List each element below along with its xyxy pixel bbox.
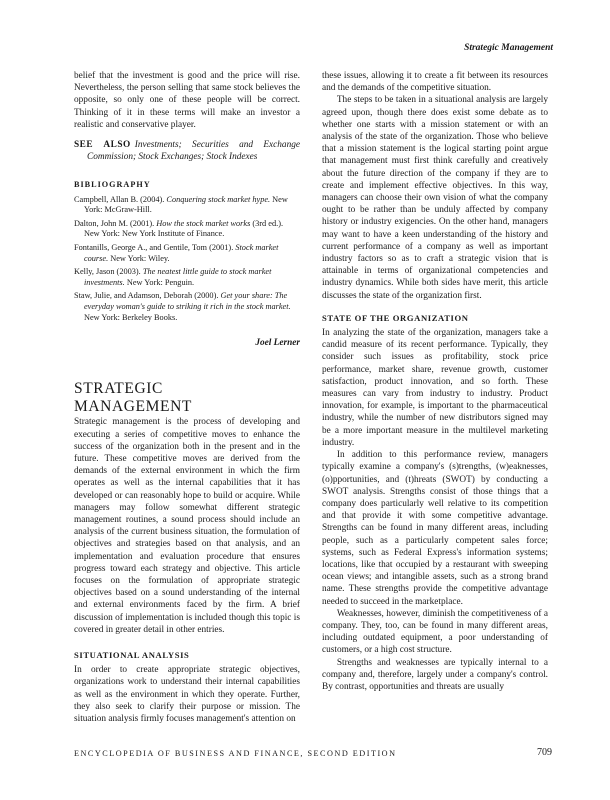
see-also-items: Investments; Securities and Exchange Commission; Stock Exchanges; Stock Indexes <box>87 140 301 163</box>
bibliography-entry: Kelly, Jason (2003). The neatest little guide to stock market investments. New York: Penguin. <box>74 267 272 287</box>
bibliography-entry: Staw, Julie, and Adamson, Deborah (2000). Get your share: The everyday woman's guide to striking it rich in the stock market. New York: Berkeley Books. <box>74 291 291 322</box>
page-number: 709 <box>537 747 552 758</box>
paragraph: these issues, allowing it to create a fit between its resources and the demands of the competitive situation. <box>322 71 548 94</box>
footer-publication: ENCYCLOPEDIA OF BUSINESS AND FINANCE, SECOND EDITION <box>74 749 397 758</box>
section-heading-situational: SITUATIONAL ANALYSIS <box>74 650 190 661</box>
continued-paragraph: belief that the investment is good and the price will rise. Nevertheless, the person selling that same stock believes the opposite, so only one of these people will be correct. Thinking of it in these terms will make an investor a realistic and conservative player. <box>74 71 300 130</box>
bibliography-entry: Dalton, John M. (2001). How the stock market works (3rd ed.). New York: New York Institute of Finance. <box>74 218 284 239</box>
paragraph: The steps to be taken in a situational analysis are largely agreed upon, though there does exist some debate as to whether one starts with a mission statement or with an analysis of the state of the organization. Those who believe that a mission statement is the logical starting point argue that management must first think carefully and creatively about the future direction of the company if they are to create and implement effective objectives. In this way, managers can choose their own vision of what the company ought to be rather than be unduly affected by company history or industry exigencies. On the other hand, managers may want to have a keen understanding of the history and current performance of a company as well as important industry factors so as to craft a strategic vision that is attainable in terms of organizational competencies and industry dynamics. While both sides have merit, this article discusses the state of the organization first. <box>322 95 548 301</box>
see-also-label: SEE ALSO <box>74 140 131 151</box>
section-heading-state: STATE OF THE ORGANIZATION <box>322 312 469 323</box>
paragraph: In analyzing the state of the organization, managers take a candid measure of its recent performance. Typically, they consider such issues as profitability, stock price performance, market share, revenue growth, customer satisfaction, product innovation, and so forth. These measures can vary from industry to industry. Product innovation, for example, is important to the pharmaceutical industry, while the number of new distributors signed may be a more important measure in the multilevel marketing industry. <box>322 328 548 448</box>
paragraph: Weaknesses, however, diminish the competitiveness of a company. They, too, can be found in many different areas, including outdated equipment, a poor understanding of customers, or a high cost structure. <box>322 608 548 656</box>
see-also <box>74 139 300 163</box>
bibliography-heading: BIBLIOGRAPHY <box>74 180 151 190</box>
right-column <box>322 70 548 693</box>
situational-paragraph: In order to create appropriate strategic objectives, organizations work to understand their internal capabilities as well as the environment in which they operate. Further, they also seek to clarify their purpose or mission. The situation analysis firmly focuses management's attention on <box>74 665 300 725</box>
running-header: Strategic Management <box>464 43 553 53</box>
article-title-line: MANAGEMENT <box>74 398 192 416</box>
bibliography-entry: Campbell, Allan B. (2004). Conquering stock market hype. New York: McGraw-Hill. <box>74 194 288 215</box>
intro-paragraph: Strategic management is the process of developing and executing a series of competitive moves to enhance the success of the organization both in the present and in the future. These competitive moves are derived from the demands of the external environment in which the firm operates as well as the internal capabilities that it has developed or can reasonably hope to build or acquire. While managers may follow somewhat different strategic management routines, a sound process should include an analysis of the current business situation, the formulation of objectives and strategies based on that analysis, and an implementation and evaluation procedure that ensures progress toward each strategy and objective. This article focuses on the formulation of appropriate strategic objectives based on a sound understanding of the internal and external environments faced by the firm. A brief discussion of implementation is included though this topic is covered in greater detail in other entries. <box>74 417 300 635</box>
paragraph: In addition to this performance review, managers typically examine a company's (s)trengths, (w)eaknesses, (o)pportunities, and (t)hreats (SWOT) by conducting a SWOT analysis. Strengths consist of those things that a company does particularly well relative to its competition and that provide it with some competitive advantage. Strengths can be found in many different areas, including people, such as a particularly competent sales force; systems, such as Federal Express's information systems; locations, like that occupied by a restaurant with sweeping ocean views; and intangible assets, such as a strong brand name. These strengths provide the competitive advantage needed to succeed in the marketplace. <box>322 450 548 607</box>
article-title-line: STRATEGIC <box>74 380 163 398</box>
bibliography-list <box>74 195 300 324</box>
bibliography-entry: Fontanills, George A., and Gentile, Tom (2001). Stock market course. New York: Wiley. <box>74 243 279 263</box>
paragraph: Strengths and weaknesses are typically internal to a company and, therefore, largely under a company's control. By contrast, opportunities and threats are usually <box>322 657 548 692</box>
author-name: Joel Lerner <box>255 338 300 349</box>
left-column <box>74 70 300 725</box>
article-title <box>74 380 300 416</box>
